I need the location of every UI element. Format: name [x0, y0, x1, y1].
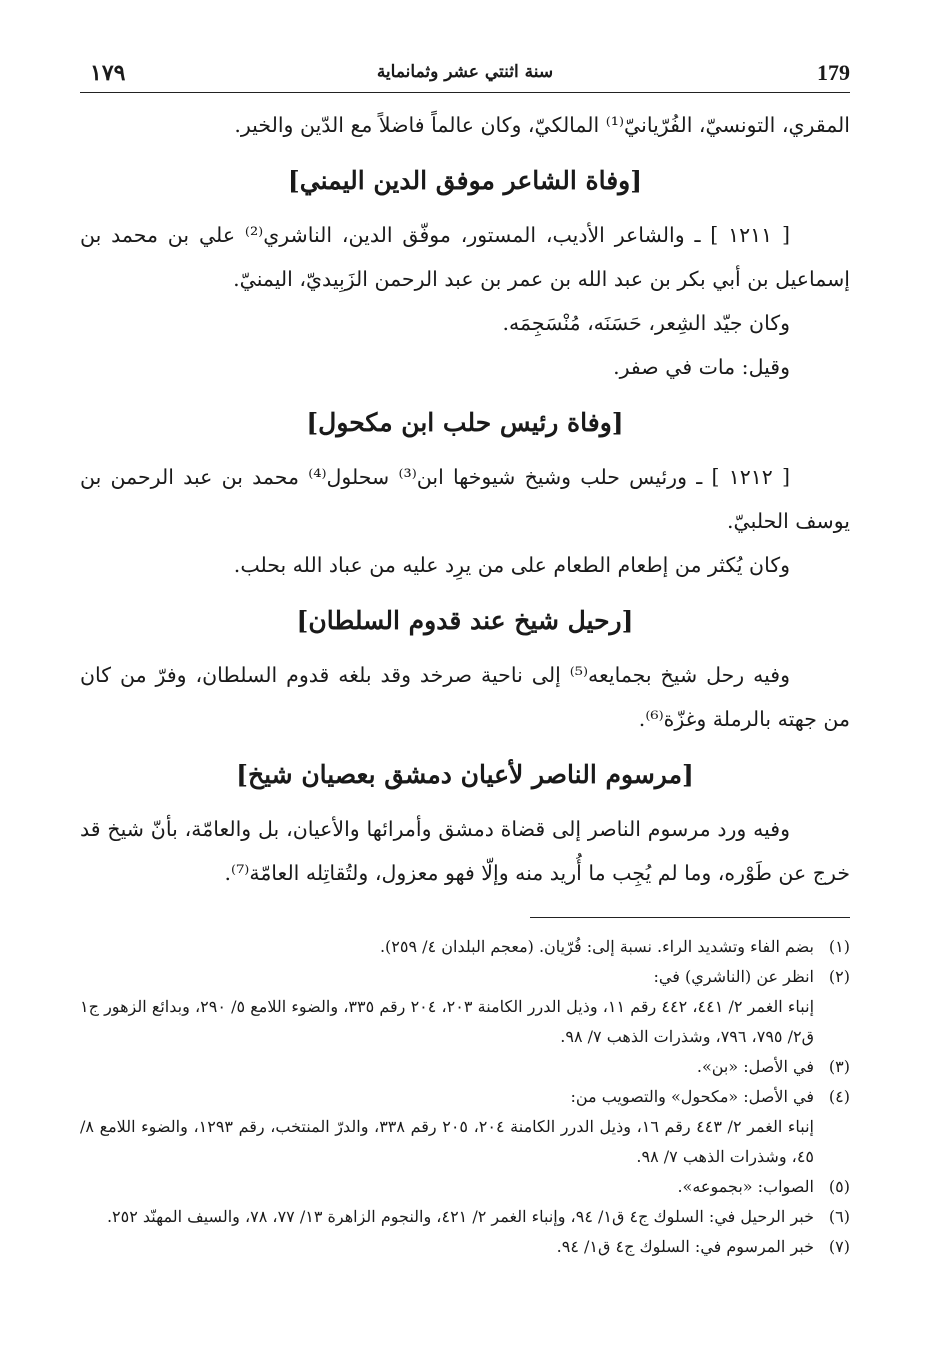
entry-paragraph: [ ١٢١١ ] ـ والشاعر الأديب، المستور، موفّق الدين، الناشري⁽²⁾ علي بن محمد بن إسماعيل بن أبي بكر بن عبد الله بن عمر بن عبد الرحمن الزَبِيديّ، اليمنيّ.	[80, 223, 850, 291]
footnote-number: (٣)	[828, 1057, 850, 1076]
text-paragraph: وكان جيّد الشِعر، حَسَنَه، مُنْسَجِمَه.	[502, 311, 790, 335]
footnote	[80, 1172, 850, 1202]
footnote-number: (٢)	[828, 967, 850, 986]
section-heading: [مرسوم الناصر لأعيان دمشق بعصيان شيخ]	[236, 760, 694, 789]
section-heading: [وفاة رئيس حلب ابن مكحول]	[306, 408, 624, 437]
footnote-text: في الأصل: «مكحول» والتصويب من:	[570, 1087, 814, 1106]
text-paragraph: وقيل: مات في صفر.	[613, 355, 790, 379]
section-heading: [وفاة الشاعر موفق الدين اليمني]	[287, 166, 643, 195]
text-paragraph: وفيه ورد مرسوم الناصر إلى قضاة دمشق وأمرائها والأعيان، بل والعامّة، بأنّ شيخ قد خرج عن طَوْره، وما لم يُجِب ما أُريد منه وإلّا فهو معزول، ولتُقاتِله العامّة⁽⁷⁾.	[80, 817, 850, 885]
page-number-latin: 179	[817, 60, 850, 85]
footnote	[80, 932, 850, 962]
page-number-arabic: ١٧٩	[90, 60, 126, 86]
main-text	[80, 103, 850, 895]
footnotes	[80, 932, 850, 1262]
running-title: سنة اثنتي عشر وثمانماية	[376, 62, 554, 82]
book-page	[80, 52, 850, 1342]
intro-paragraph: المقري، التونسيّ، الفُرّيانيّ⁽¹⁾ المالكيّ، وكان عالماً فاضلاً مع الدّين والخير.	[234, 113, 850, 137]
section-heading: [رحيل شيخ عند قدوم السلطان]	[296, 606, 634, 635]
footnote	[80, 1202, 850, 1232]
footnote-number: (٦)	[828, 1207, 850, 1226]
footnote-text: خبر المرسوم في: السلوك ج٤ ق١/ ٩٤.	[556, 1237, 814, 1256]
text-paragraph: وكان يُكثر من إطعام الطعام على من يرِد عليه من عباد الله بحلب.	[233, 553, 790, 577]
footnote-text: في الأصل: «بن».	[696, 1057, 814, 1076]
footnote	[80, 1082, 850, 1172]
footnote-text: إنباء الغمر ٢/ ٤٤٣ رقم ١٦، وذيل الدرر الكامنة ٢٠٤، ٢٠٥ رقم ٣٣٨، والدرّ المنتخب، رقم ١٢٩٣، والضوء اللامع ٨/ ٤٥، وشذرات الذهب ٧/ ٩٨.	[80, 1117, 814, 1166]
page-header	[80, 52, 850, 93]
footnote-text: انظر عن (الناشري) في:	[653, 967, 814, 986]
entry-paragraph: [ ١٢١٢ ] ـ ورئيس حلب وشيخ شيوخها ابن⁽³⁾ سحلول⁽⁴⁾ محمد بن عبد الرحمن بن يوسف الحلبيّ.	[80, 465, 850, 533]
footnote-separator	[530, 917, 850, 918]
footnote-number: (٧)	[828, 1237, 850, 1256]
footnote	[80, 962, 850, 1052]
footnote-text: إنباء الغمر ٢/ ٤٤١، ٤٤٢ رقم ١١، وذيل الدرر الكامنة ٢٠٣، ٢٠٤ رقم ٣٣٥، والضوء اللامع ٥/ ٢٩٠، وبدائع الزهور ج١ ق٢/ ٧٩٥، ٧٩٦، وشذرات الذهب ٧/ ٩٨.	[80, 997, 815, 1046]
footnote-number: (١)	[828, 937, 850, 956]
footnote-number: (٥)	[828, 1177, 850, 1196]
footnote-text: الصواب: «بجموعه».	[677, 1177, 814, 1196]
footnote	[80, 1232, 850, 1262]
footnote-text: خبر الرحيل في: السلوك ج٤ ق١/ ٩٤، وإنباء الغمر ٢/ ٤٢١، والنجوم الزاهرة ١٣/ ٧٧، ٧٨، والسيف المهنّد ٢٥٢.	[106, 1207, 814, 1226]
footnote-number: (٤)	[828, 1087, 850, 1106]
footnote	[80, 1052, 850, 1082]
text-paragraph: وفيه رحل شيخ بجمايعه⁽⁵⁾ إلى ناحية صرخد وقد بلغه قدوم السلطان، وفرّ من كان من جهته بالرملة وغزّة⁽⁶⁾.	[80, 663, 850, 731]
footnote-text: بضم الفاء وتشديد الراء. نسبة إلى: فُرّيان. (معجم البلدان ٤/ ٢٥٩).	[379, 937, 814, 956]
